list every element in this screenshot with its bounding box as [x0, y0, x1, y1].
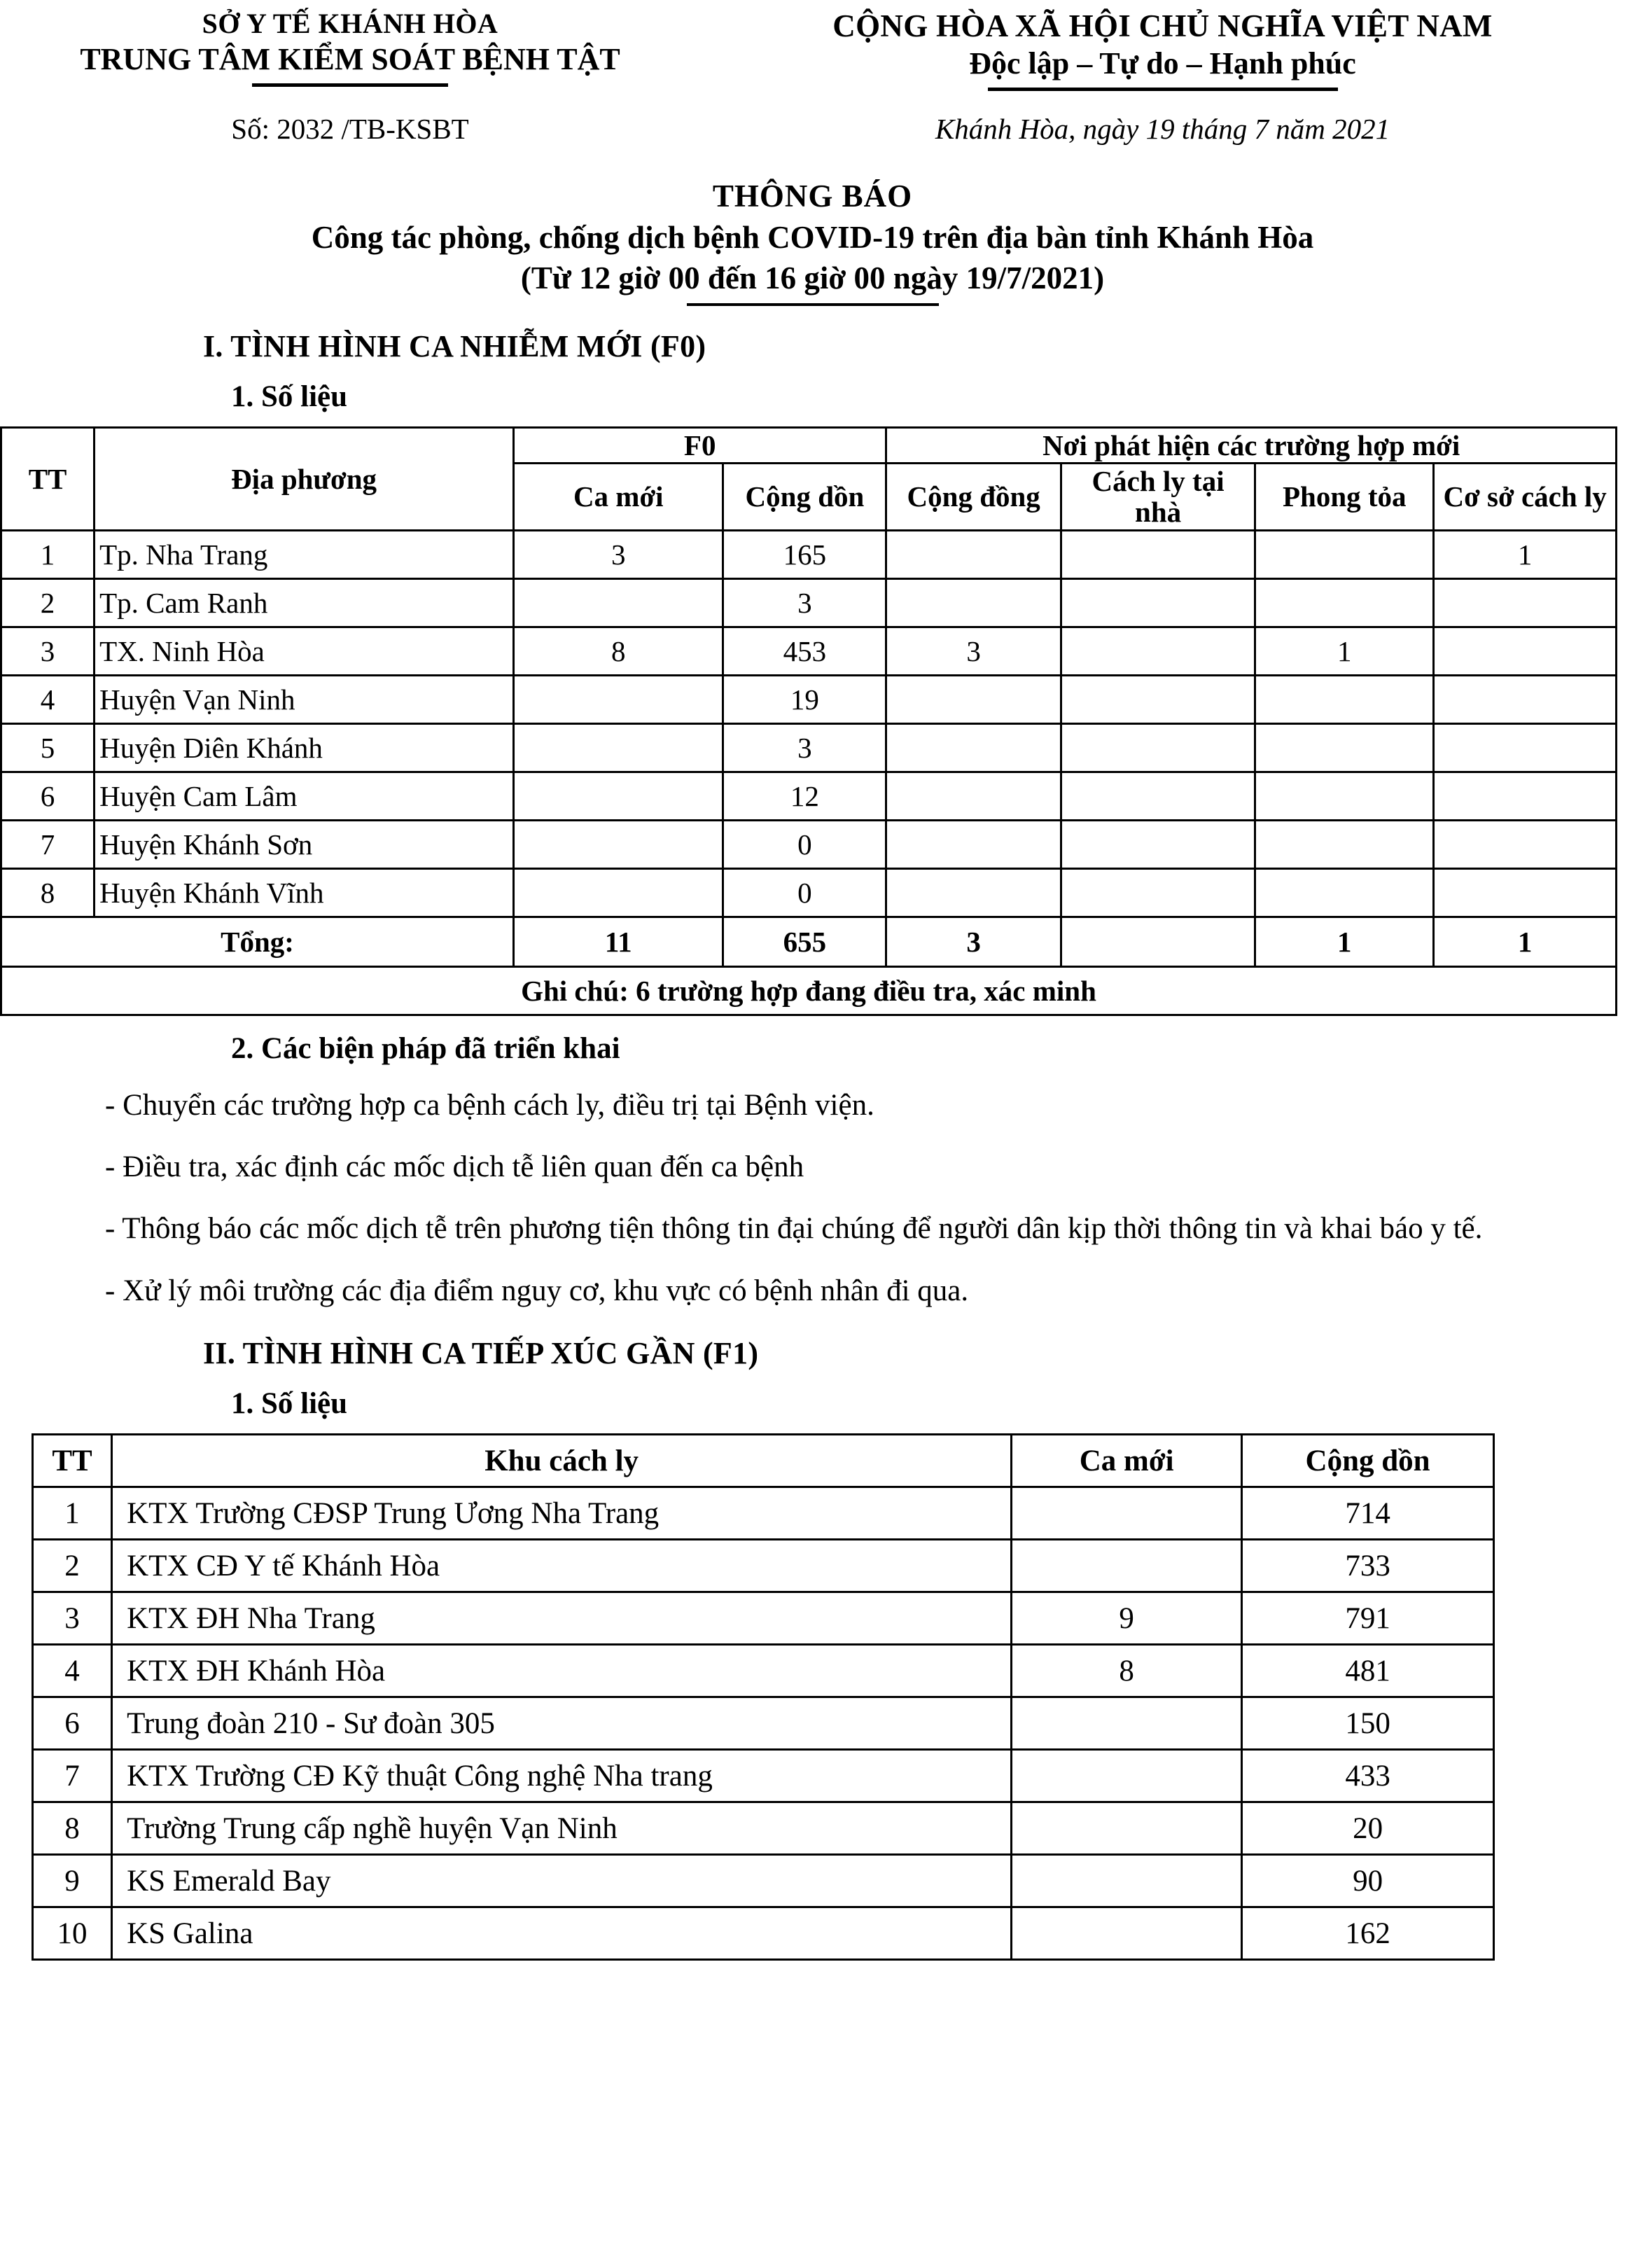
- cell-tt: 6: [33, 1697, 112, 1750]
- table-row: [1, 530, 1617, 578]
- document-meta-row: [0, 112, 1625, 146]
- cell-locality: Huyện Khánh Vĩnh: [95, 868, 514, 917]
- total-label: Tổng:: [1, 917, 514, 966]
- cell-tt: 7: [33, 1750, 112, 1802]
- department-name: SỞ Y TẾ KHÁNH HÒA: [202, 8, 498, 39]
- table-row: [33, 1697, 1494, 1750]
- cell-community: [886, 578, 1061, 627]
- table-row: [33, 1802, 1494, 1855]
- col-header-home-quarantine: Cách ly tại nhà: [1061, 464, 1255, 531]
- measure-item-1: - Chuyển các trường hợp ca bệnh cách ly, điều trị tại Bệnh viện.: [105, 1088, 874, 1122]
- cell-cumulative: 90: [1242, 1855, 1494, 1907]
- cell-cumulative: 12: [723, 772, 886, 820]
- table-row: [33, 1487, 1494, 1540]
- title-divider: [687, 303, 939, 306]
- cell-new-cases: [514, 578, 723, 627]
- cell-new-cases: 9: [1012, 1592, 1242, 1645]
- col-header-cumulative: Cộng dồn: [1242, 1435, 1494, 1487]
- title-subtitle: Công tác phòng, chống dịch bệnh COVID-19 trên địa bàn tỉnh Khánh Hòa: [311, 219, 1314, 255]
- table-row: [1, 627, 1617, 675]
- total-new-cases: 11: [514, 917, 723, 966]
- total-community: 3: [886, 917, 1061, 966]
- cell-new-cases: 8: [514, 627, 723, 675]
- section-2-subheading: 1. Số liệu: [231, 1387, 348, 1421]
- cell-community: 3: [886, 627, 1061, 675]
- cell-lockdown: [1255, 820, 1434, 868]
- cell-tt: 1: [33, 1487, 112, 1540]
- cell-community: [886, 675, 1061, 723]
- measure-item-2: - Điều tra, xác định các mốc dịch tễ liên quan đến ca bệnh: [105, 1150, 804, 1184]
- cell-new-cases: 8: [1012, 1645, 1242, 1697]
- cell-new-cases: [1012, 1907, 1242, 1960]
- col-header-detection-place: Nơi phát hiện các trường hợp mới: [886, 427, 1617, 463]
- cell-tt: 2: [33, 1540, 112, 1592]
- table-header-row-1: [1, 427, 1617, 463]
- country-name: CỘNG HÒA XÃ HỘI CHỦ NGHĨA VIỆT NAM: [832, 8, 1493, 43]
- cell-quarantine-area: Trường Trung cấp nghề huyện Vạn Ninh: [112, 1802, 1012, 1855]
- cell-quarantine-area: KS Galina: [112, 1907, 1012, 1960]
- total-cumulative: 655: [723, 917, 886, 966]
- section-2-heading: II. TÌNH HÌNH CA TIẾP XÚC GẦN (F1): [203, 1336, 759, 1371]
- col-header-quarantine-facility: Cơ sở cách ly: [1434, 464, 1617, 531]
- col-header-tt: TT: [1, 427, 95, 530]
- cell-new-cases: [1012, 1855, 1242, 1907]
- col-header-community: Cộng đồng: [886, 464, 1061, 531]
- table-total-row: [1, 917, 1617, 966]
- cell-quarantine-area: Trung đoàn 210 - Sư đoàn 305: [112, 1697, 1012, 1750]
- f1-quarantine-table: [32, 1433, 1495, 1961]
- cell-cumulative: 19: [723, 675, 886, 723]
- cell-new-cases: [1012, 1697, 1242, 1750]
- cell-quarantine-facility: [1434, 723, 1617, 772]
- cell-tt: 5: [1, 723, 95, 772]
- measures-heading: 2. Các biện pháp đã triển khai: [231, 1031, 620, 1065]
- cell-locality: TX. Ninh Hòa: [95, 627, 514, 675]
- table-row: [33, 1750, 1494, 1802]
- cell-lockdown: [1255, 675, 1434, 723]
- national-heading: [700, 7, 1625, 91]
- measure-item-4: - Xử lý môi trường các địa điểm nguy cơ, khu vực có bệnh nhân đi qua.: [105, 1274, 969, 1307]
- cell-tt: 3: [1, 627, 95, 675]
- cell-new-cases: 3: [514, 530, 723, 578]
- cell-cumulative: 162: [1242, 1907, 1494, 1960]
- cell-tt: 10: [33, 1907, 112, 1960]
- cell-locality: Huyện Vạn Ninh: [95, 675, 514, 723]
- cell-home-quarantine: [1061, 820, 1255, 868]
- f0-table-body: [1, 530, 1617, 1015]
- cell-cumulative: 165: [723, 530, 886, 578]
- cell-quarantine-facility: [1434, 820, 1617, 868]
- col-header-new-cases: Ca mới: [1012, 1435, 1242, 1487]
- table-row: [1, 578, 1617, 627]
- f1-table-body: [33, 1487, 1494, 1960]
- center-name: TRUNG TÂM KIỂM SOÁT BỆNH TẬT: [80, 41, 620, 76]
- table-row: [1, 820, 1617, 868]
- cell-tt: 4: [33, 1645, 112, 1697]
- national-motto: Độc lập – Tự do – Hạnh phúc: [969, 46, 1356, 81]
- cell-tt: 9: [33, 1855, 112, 1907]
- letterhead-divider-left: [252, 83, 448, 87]
- cell-community: [886, 723, 1061, 772]
- letterhead: [0, 0, 1625, 91]
- cell-quarantine-area: KTX CĐ Y tế Khánh Hòa: [112, 1540, 1012, 1592]
- cell-cumulative: 733: [1242, 1540, 1494, 1592]
- cell-cumulative: 0: [723, 820, 886, 868]
- table-row: [33, 1855, 1494, 1907]
- cell-new-cases: [1012, 1750, 1242, 1802]
- cell-new-cases: [1012, 1540, 1242, 1592]
- cell-tt: 8: [33, 1802, 112, 1855]
- cell-lockdown: 1: [1255, 627, 1434, 675]
- cell-new-cases: [514, 820, 723, 868]
- col-header-locality: Địa phương: [95, 427, 514, 530]
- cell-lockdown: [1255, 530, 1434, 578]
- cell-quarantine-facility: [1434, 627, 1617, 675]
- cell-new-cases: [1012, 1802, 1242, 1855]
- cell-new-cases: [514, 772, 723, 820]
- cell-quarantine-area: KTX Trường CĐ Kỹ thuật Công nghệ Nha trang: [112, 1750, 1012, 1802]
- cell-quarantine-area: KTX Trường CĐSP Trung Ương Nha Trang: [112, 1487, 1012, 1540]
- cell-cumulative: 453: [723, 627, 886, 675]
- section-1-heading: I. TÌNH HÌNH CA NHIỄM MỚI (F0): [203, 328, 706, 363]
- cell-home-quarantine: [1061, 772, 1255, 820]
- cell-quarantine-area: KTX ĐH Khánh Hòa: [112, 1645, 1012, 1697]
- cell-quarantine-area: KTX ĐH Nha Trang: [112, 1592, 1012, 1645]
- cell-quarantine-facility: [1434, 772, 1617, 820]
- cell-locality: Huyện Diên Khánh: [95, 723, 514, 772]
- cell-locality: Tp. Cam Ranh: [95, 578, 514, 627]
- col-header-new-cases: Ca mới: [514, 464, 723, 531]
- col-header-lockdown: Phong tỏa: [1255, 464, 1434, 531]
- cell-cumulative: 0: [723, 868, 886, 917]
- cell-tt: 8: [1, 868, 95, 917]
- page-title: THÔNG BÁO: [712, 178, 913, 214]
- cell-tt: 4: [1, 675, 95, 723]
- cell-cumulative: 20: [1242, 1802, 1494, 1855]
- total-home-quarantine: [1061, 917, 1255, 966]
- cell-cumulative: 433: [1242, 1750, 1494, 1802]
- table-row: [33, 1540, 1494, 1592]
- cell-cumulative: 3: [723, 723, 886, 772]
- cell-quarantine-facility: [1434, 868, 1617, 917]
- cell-home-quarantine: [1061, 868, 1255, 917]
- table-row: [1, 723, 1617, 772]
- cell-tt: 6: [1, 772, 95, 820]
- table-note: Ghi chú: 6 trường hợp đang điều tra, xác minh: [1, 966, 1617, 1015]
- section-1-subheading: 1. Số liệu: [231, 380, 348, 413]
- t2-header-row: [33, 1435, 1494, 1487]
- measure-item-3: - Thông báo các mốc dịch tễ trên phương tiện thông tin đại chúng để người dân kịp thời thông tin và khai báo y tế.: [105, 1212, 1483, 1246]
- cell-quarantine-facility: 1: [1434, 530, 1617, 578]
- cell-home-quarantine: [1061, 578, 1255, 627]
- cell-lockdown: [1255, 772, 1434, 820]
- cell-cumulative: 791: [1242, 1592, 1494, 1645]
- cell-lockdown: [1255, 578, 1434, 627]
- cell-tt: 3: [33, 1592, 112, 1645]
- cell-quarantine-area: KS Emerald Bay: [112, 1855, 1012, 1907]
- cell-new-cases: [1012, 1487, 1242, 1540]
- cell-cumulative: 714: [1242, 1487, 1494, 1540]
- cell-community: [886, 868, 1061, 917]
- cell-new-cases: [514, 723, 723, 772]
- cell-locality: Huyện Khánh Sơn: [95, 820, 514, 868]
- total-quarantine-facility: 1: [1434, 917, 1617, 966]
- table-note-row: [1, 966, 1617, 1015]
- cell-lockdown: [1255, 723, 1434, 772]
- table-row: [33, 1907, 1494, 1960]
- cell-home-quarantine: [1061, 627, 1255, 675]
- cell-tt: 1: [1, 530, 95, 578]
- cell-quarantine-facility: [1434, 675, 1617, 723]
- cell-lockdown: [1255, 868, 1434, 917]
- table-row: [33, 1645, 1494, 1697]
- col-header-quarantine-area: Khu cách ly: [112, 1435, 1012, 1487]
- f0-statistics-table: [0, 426, 1617, 1016]
- table-row: [1, 868, 1617, 917]
- total-lockdown: 1: [1255, 917, 1434, 966]
- cell-home-quarantine: [1061, 723, 1255, 772]
- cell-cumulative: 3: [723, 578, 886, 627]
- table-row: [1, 675, 1617, 723]
- cell-community: [886, 530, 1061, 578]
- cell-home-quarantine: [1061, 530, 1255, 578]
- cell-cumulative: 481: [1242, 1645, 1494, 1697]
- cell-community: [886, 820, 1061, 868]
- col-header-tt: TT: [33, 1435, 112, 1487]
- document-title-block: [0, 176, 1625, 306]
- letterhead-divider-right: [988, 88, 1338, 91]
- cell-tt: 7: [1, 820, 95, 868]
- cell-home-quarantine: [1061, 675, 1255, 723]
- document-number: Số: 2032 /TB-KSBT: [231, 112, 469, 145]
- cell-cumulative: 150: [1242, 1697, 1494, 1750]
- col-header-cumulative: Cộng dồn: [723, 464, 886, 531]
- cell-new-cases: [514, 868, 723, 917]
- table-row: [33, 1592, 1494, 1645]
- cell-community: [886, 772, 1061, 820]
- issuing-organization: [0, 7, 700, 91]
- col-header-f0: F0: [514, 427, 886, 463]
- title-period: (Từ 12 giờ 00 đến 16 giờ 00 ngày 19/7/2021): [520, 260, 1105, 296]
- cell-tt: 2: [1, 578, 95, 627]
- cell-quarantine-facility: [1434, 578, 1617, 627]
- cell-locality: Tp. Nha Trang: [95, 530, 514, 578]
- table-row: [1, 772, 1617, 820]
- cell-locality: Huyện Cam Lâm: [95, 772, 514, 820]
- document-date: Khánh Hòa, ngày 19 tháng 7 năm 2021: [935, 112, 1390, 145]
- cell-new-cases: [514, 675, 723, 723]
